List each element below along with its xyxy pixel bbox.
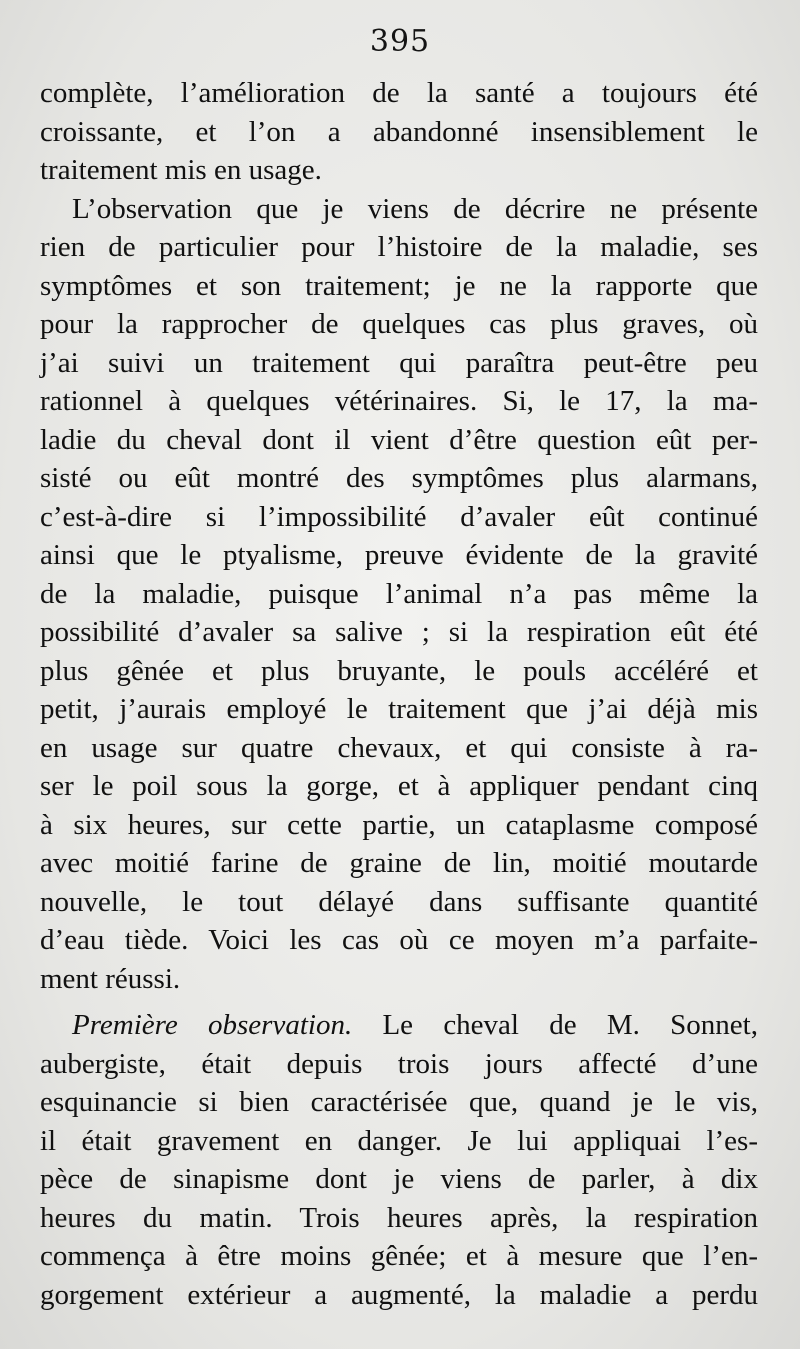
text-line: symptômes et son traitement; je ne la rapporte que: [40, 269, 758, 302]
paragraph-2: [40, 190, 758, 999]
text-line: esquinancie si bien caractérisée que, quand je le vis,: [40, 1086, 758, 1118]
paragraph-gap: [40, 998, 758, 1006]
page-body: [40, 74, 758, 1314]
text-line: ser le poil sous la gorge, et à appliquer pendant cinq: [40, 770, 758, 802]
paragraph-1: [40, 74, 758, 190]
paragraph-3: [40, 1006, 758, 1314]
text-line: L’observation que je viens de décrire ne présente: [72, 192, 758, 225]
text-line: traitement mis en usage.: [40, 154, 322, 186]
text-line: croissante, et l’on a abandonné insensiblement le: [40, 115, 758, 148]
text-line: de la maladie, puisque l’animal n’a pas même la: [40, 577, 758, 610]
text-line: [40, 1006, 758, 1045]
text-line: possibilité d’avaler sa salive ; si la respiration eût été: [40, 616, 758, 648]
text-line: heures du matin. Trois heures après, la respiration: [40, 1201, 758, 1234]
text-line: sisté ou eût montré des symptômes plus alarmans,: [40, 462, 758, 494]
text-line: pèce de sinapisme dont je viens de parler, à dix: [40, 1163, 758, 1195]
text-line: j’ai suivi un traitement qui paraîtra peut-être peu: [40, 346, 758, 379]
text-line: rationnel à quelques vétérinaires. Si, le 17, la ma-: [40, 385, 758, 417]
text-line: gorgement extérieur a augmenté, la maladie a perdu: [40, 1278, 758, 1311]
text-line: à six heures, sur cette partie, un cataplasme composé: [40, 808, 758, 841]
text-line: complète, l’amélioration de la santé a toujours été: [40, 77, 758, 109]
text-line: petit, j’aurais employé le traitement que j’ai déjà mis: [40, 693, 758, 725]
text-line: plus gênée et plus bruyante, le pouls accéléré et: [40, 654, 758, 687]
text-line: nouvelle, le tout délayé dans suffisante quantité: [40, 885, 758, 918]
text-line: ladie du cheval dont il vient d’être question eût per-: [40, 423, 758, 456]
text-line: commença à être moins gênée; et à mesure que l’en-: [40, 1240, 758, 1272]
text-line: d’eau tiède. Voici les cas où ce moyen m’a parfaite-: [40, 924, 758, 956]
page-number: 395: [369, 24, 431, 59]
text-line: ainsi que le ptyalisme, preuve évidente de la gravité: [40, 539, 758, 571]
text-line: ment réussi.: [40, 962, 181, 995]
heading-line-rest: Le cheval de M. Sonnet,: [352, 1009, 758, 1041]
text-line: il était gravement en danger. Je lui appliquai l’es-: [40, 1124, 758, 1157]
text-line: aubergiste, était depuis trois jours affecté d’une: [40, 1047, 758, 1080]
text-line: avec moitié farine de graine de lin, moitié moutarde: [40, 847, 758, 879]
text-line: c’est-à-dire si l’impossibilité d’avaler eût continué: [40, 500, 758, 533]
text-line: rien de particulier pour l’histoire de la maladie, ses: [40, 231, 758, 263]
text-line: en usage sur quatre chevaux, et qui consiste à ra-: [40, 731, 758, 764]
observation-heading: Première observation.: [72, 1009, 353, 1041]
text-line: pour la rapprocher de quelques cas plus graves, où: [40, 308, 758, 340]
